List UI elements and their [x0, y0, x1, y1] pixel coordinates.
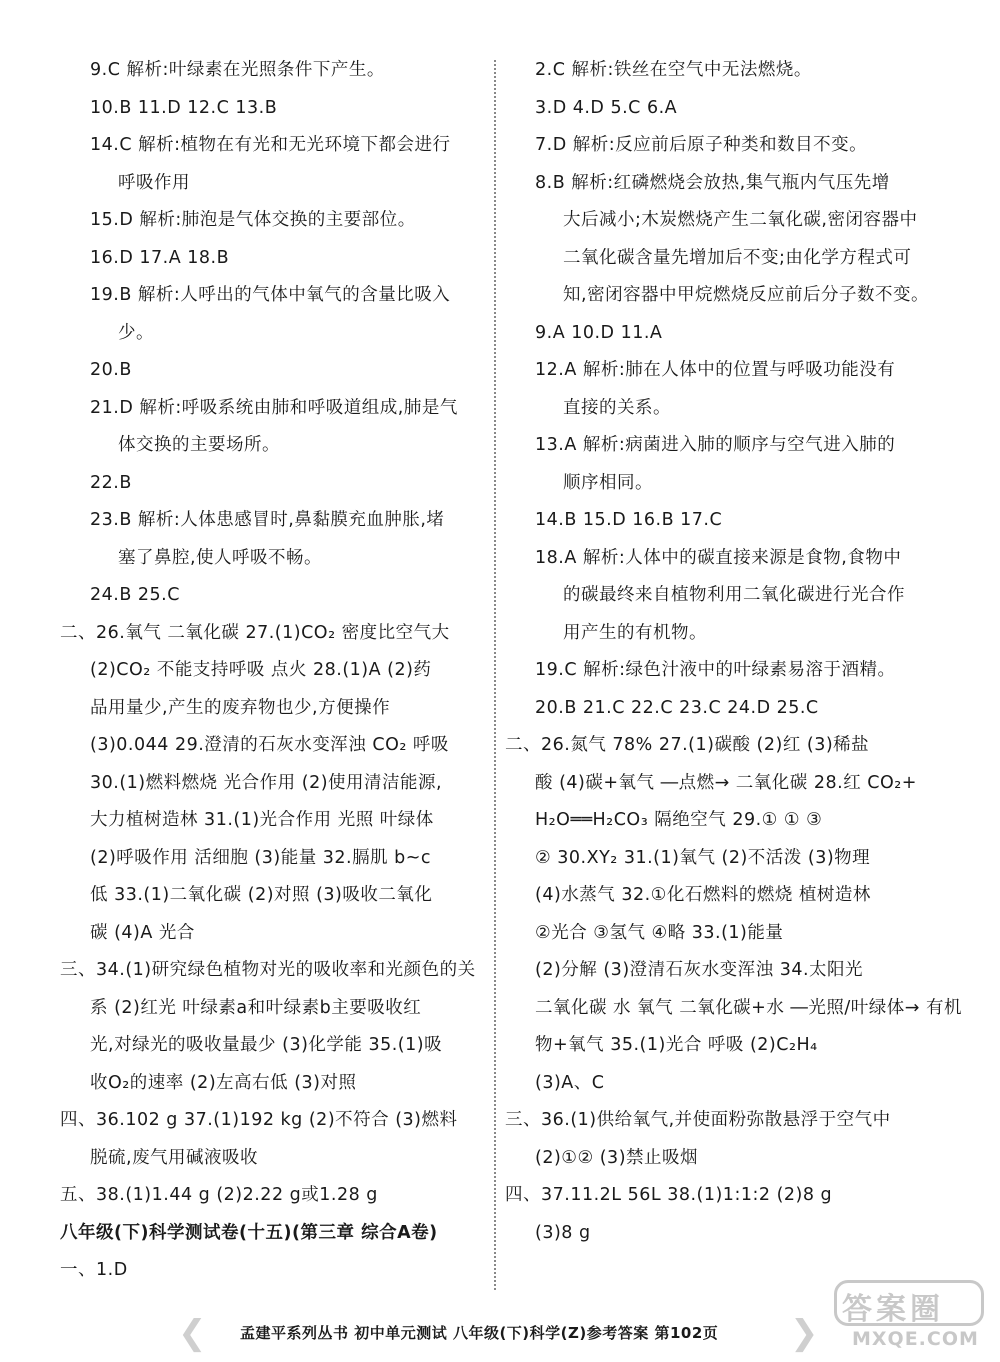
answer-line: 大后减小;木炭燃烧产生二氧化碳,密闭容器中: [563, 210, 918, 230]
chevron-right-icon: ❯: [790, 1313, 819, 1353]
answer-line: 光,对绿光的吸收量最少 (3)化学能 35.(1)吸: [90, 1035, 443, 1055]
answer-line: 的碳最终来自植物利用二氧化碳进行光合作: [563, 585, 905, 605]
answer-line: 呼吸作用: [118, 172, 190, 193]
answer-line: (2)①② (3)禁止吸烟: [535, 1147, 699, 1168]
right-column: [505, 52, 963, 1252]
answer-line: 五、38.(1)1.44 g (2)2.22 g或1.28 g: [60, 1185, 378, 1205]
footer-text: 孟建平系列丛书 初中单元测试 八年级(下)科学(Z)参考答案 第102页: [240, 1324, 719, 1342]
answer-line: 12.A 解析:肺在人体中的位置与呼吸功能没有: [535, 360, 896, 380]
answer-line: ②光合 ③氢气 ④略 33.(1)能量: [535, 922, 784, 943]
answer-line: 知,密闭容器中甲烷燃烧反应前后分子数不变。: [563, 285, 930, 305]
answer-line: 酸 (4)碳+氧气 ―点燃→ 二氧化碳 28.红 CO₂+: [535, 772, 917, 793]
answer-line: 30.(1)燃料燃烧 光合作用 (2)使用清洁能源,: [90, 772, 443, 793]
answer-line: 10.B 11.D 12.C 13.B: [90, 97, 278, 118]
answer-line: 19.C 解析:绿色汁液中的叶绿素易溶于酒精。: [535, 660, 896, 680]
answer-line: (2)分解 (3)澄清石灰水变浑浊 34.太阳光: [535, 960, 864, 980]
answer-line: 四、37.11.2L 56L 38.(1)1:1:2 (2)8 g: [505, 1185, 833, 1205]
answer-line: 三、34.(1)研究绿色植物对光的吸收率和光颜色的关: [60, 960, 476, 980]
column-divider: [494, 60, 496, 1290]
answer-line: 14.C 解析:植物在有光和无光环境下都会进行: [90, 135, 451, 155]
answer-line: 系 (2)红光 叶绿素a和叶绿素b主要吸收红: [90, 997, 422, 1018]
answer-line: 一、1.D: [60, 1260, 128, 1280]
answer-line: 二氧化碳含量先增加后不变;由化学方程式可: [563, 247, 912, 268]
watermark-url: MXQE.COM: [852, 1328, 979, 1350]
answer-line: 四、36.102 g 37.(1)192 kg (2)不符合 (3)燃料: [60, 1110, 458, 1130]
answer-line: 13.A 解析:病菌进入肺的顺序与空气进入肺的: [535, 435, 896, 455]
answer-line: (2)CO₂ 不能支持呼吸 点火 28.(1)A (2)药: [90, 660, 432, 680]
answer-line: 体交换的主要场所。: [118, 435, 280, 455]
answer-line: 3.D 4.D 5.C 6.A: [535, 97, 678, 118]
answer-line: ② 30.XY₂ 31.(1)氧气 (2)不活泼 (3)物理: [535, 847, 871, 868]
answer-line: (4)水蒸气 32.①化石燃料的燃烧 植树造林: [535, 885, 871, 905]
answer-line: 14.B 15.D 16.B 17.C: [535, 510, 723, 530]
answer-line: 18.A 解析:人体中的碳直接来源是食物,食物中: [535, 547, 902, 568]
answer-line: 品用量少,产生的废弃物也少,方便操作: [90, 697, 391, 718]
answer-line: 用产生的有机物。: [563, 622, 707, 643]
answer-line: 二、26.氮气 78% 27.(1)碳酸 (2)红 (3)稀盐: [505, 735, 870, 755]
answer-line: 20.B: [90, 360, 132, 380]
answer-line: (3)A、C: [535, 1072, 605, 1093]
answer-line: H₂O══H₂CO₃ 隔绝空气 29.① ① ③: [535, 810, 823, 830]
answer-line: 9.C 解析:叶绿素在光照条件下产生。: [90, 60, 385, 80]
answer-line: 24.B 25.C: [90, 585, 180, 605]
answer-line: 7.D 解析:反应前后原子种类和数目不变。: [535, 135, 868, 155]
answer-line: 22.B: [90, 472, 132, 493]
watermark-text: 答案圈: [842, 1292, 944, 1327]
answer-line: 三、36.(1)供给氧气,并使面粉弥散悬浮于空气中: [505, 1110, 891, 1130]
answer-line: 二氧化碳 水 氧气 二氧化碳+水 ―光照/叶绿体→ 有机: [535, 997, 963, 1018]
answer-line: 16.D 17.A 18.B: [90, 247, 230, 268]
answer-line: 低 33.(1)二氧化碳 (2)对照 (3)吸收二氧化: [90, 885, 433, 905]
answer-line: 塞了鼻腔,使人呼吸不畅。: [118, 547, 323, 568]
answer-line: 物+氧气 35.(1)光合 呼吸 (2)C₂H₄: [535, 1035, 818, 1055]
answer-line: 大力植树造林 31.(1)光合作用 光照 叶绿体: [90, 810, 434, 830]
answer-line: 收O₂的速率 (2)左高右低 (3)对照: [90, 1072, 357, 1093]
watermark-logo: [834, 1280, 986, 1350]
answer-line: 19.B 解析:人呼出的气体中氧气的含量比吸入: [90, 285, 451, 305]
answer-line: (2)呼吸作用 活细胞 (3)能量 32.膈肌 b~c: [90, 847, 432, 868]
chevron-left-icon: ❮: [178, 1313, 207, 1353]
answer-line: 8.B 解析:红磷燃烧会放热,集气瓶内气压先增: [535, 172, 890, 193]
answer-line: 碳 (4)A 光合: [90, 922, 195, 943]
answer-line: 9.A 10.D 11.A: [535, 322, 663, 343]
answer-line: 八年级(下)科学测试卷(十五)(第三章 综合A卷): [60, 1222, 438, 1243]
answer-line: 15.D 解析:肺泡是气体交换的主要部位。: [90, 210, 416, 230]
left-column: [60, 52, 485, 1290]
answer-line: 2.C 解析:铁丝在空气中无法燃烧。: [535, 60, 812, 80]
answer-line: 少。: [118, 322, 154, 343]
answer-line: 21.D 解析:呼吸系统由肺和呼吸道组成,肺是气: [90, 397, 458, 418]
answer-line: 20.B 21.C 22.C 23.C 24.D 25.C: [535, 697, 819, 718]
answer-line: 二、26.氧气 二氧化碳 27.(1)CO₂ 密度比空气大: [60, 622, 450, 643]
answer-line: (3)8 g: [535, 1222, 591, 1243]
answer-line: (3)0.044 29.澄清的石灰水变浑浊 CO₂ 呼吸: [90, 735, 449, 755]
answer-line: 顺序相同。: [563, 472, 653, 493]
answer-line: 23.B 解析:人体患感冒时,鼻黏膜充血肿胀,堵: [90, 510, 445, 530]
answer-line: 脱硫,废气用碱液吸收: [90, 1147, 259, 1168]
answer-line: 直接的关系。: [563, 397, 671, 418]
